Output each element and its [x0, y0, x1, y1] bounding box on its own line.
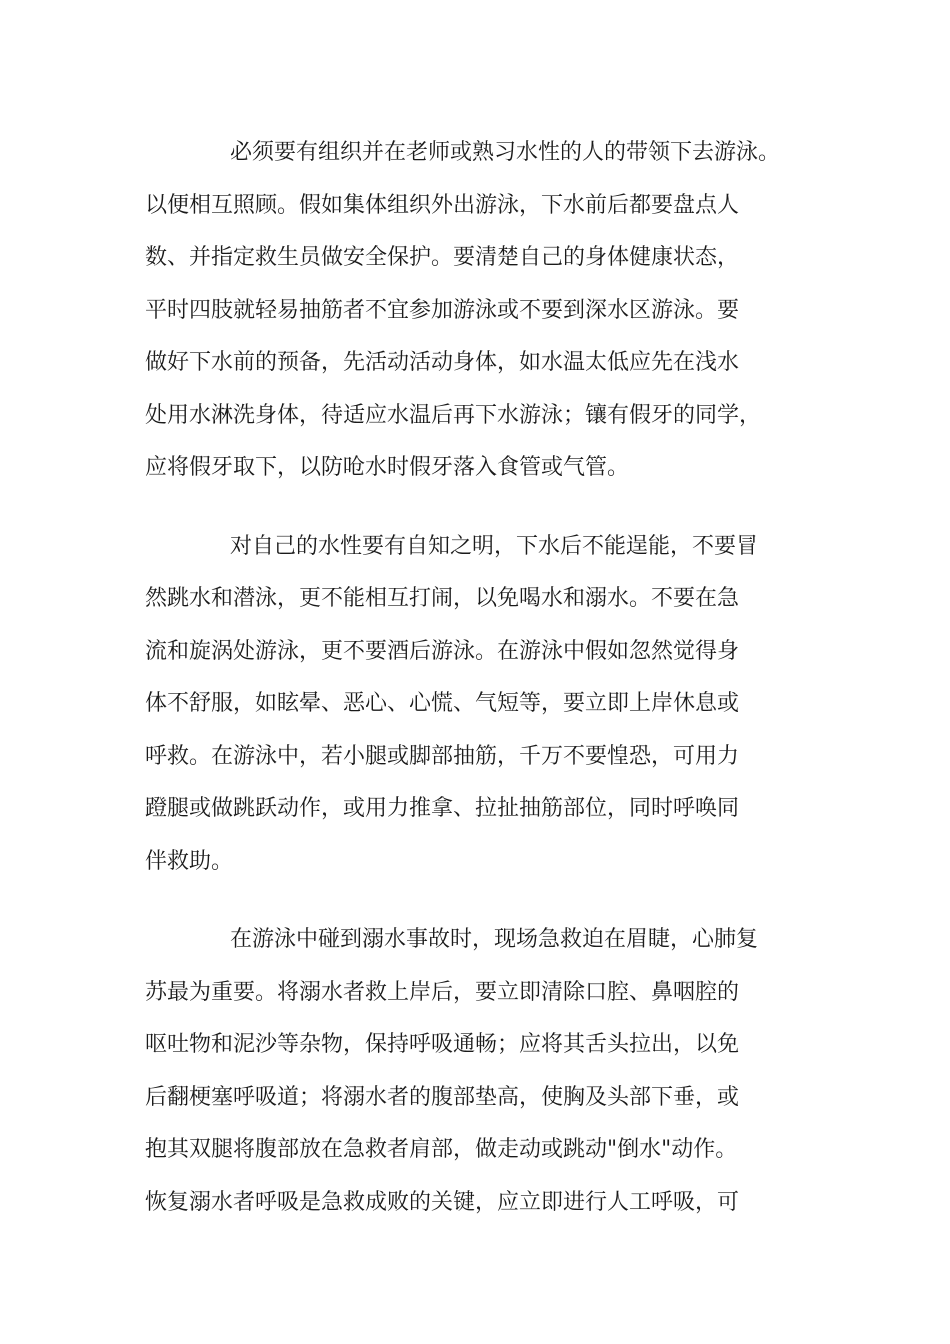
text-line: 平时四肢就轻易抽筋者不宜参加游泳或不要到深水区游泳。要 [145, 297, 740, 323]
text-line: 然跳水和潜泳，更不能相互打闹，以免喝水和溺水。不要在急 [145, 586, 740, 611]
text-line: 抱其双腿将腹部放在急救者肩部，做走动或跳动"倒水"动作。 [145, 1137, 738, 1162]
text-line: 苏最为重要。将溺水者救上岸后，要立即清除口腔、鼻咽腔的 [145, 979, 740, 1005]
text-line: 在游泳中碰到溺水事故时，现场急救迫在眉睫，心肺复 [230, 927, 759, 952]
text-line: 呕吐物和泥沙等杂物，保持呼吸通畅；应将其舌头拉出，以免 [145, 1032, 740, 1057]
text-line: 蹬腿或做跳跃动作，或用力推拿、拉扯抽筋部位，同时呼唤同 [145, 796, 740, 821]
paragraph-1 [145, 127, 810, 495]
text-line: 对自己的水性要有自知之明，下水后不能逞能，不要冒 [230, 533, 759, 559]
text-line: 处用水淋洗身体，待适应水温后再下水游泳；镶有假牙的同学， [145, 402, 762, 428]
paragraph-gap [145, 495, 810, 521]
text-line: 必须要有组织并在老师或熟习水性的人的带领下去游泳。 [230, 140, 781, 165]
text-line: 体不舒服，如眩晕、恶心、心慌、气短等，要立即上岸休息或 [145, 691, 740, 716]
document-body [145, 127, 810, 1229]
paragraph-2 [145, 521, 810, 889]
paragraph-gap [145, 888, 810, 914]
text-line: 呼救。在游泳中，若小腿或脚部抽筋，千万不要惶恐，可用力 [145, 743, 740, 769]
text-line: 恢复溺水者呼吸是急救成败的关键，应立即进行人工呼吸，可 [145, 1189, 740, 1215]
text-line: 流和旋涡处游泳，更不要酒后游泳。在游泳中假如忽然觉得身 [145, 638, 740, 664]
text-line: 做好下水前的预备，先活动活动身体，如水温太低应先在浅水 [145, 350, 740, 375]
text-line: 应将假牙取下，以防呛水时假牙落入食管或气管。 [145, 455, 630, 480]
text-line: 后翻梗塞呼吸道；将溺水者的腹部垫高，使胸及头部下垂，或 [145, 1084, 740, 1110]
text-line: 数、并指定救生员做安全保护。要清楚自己的身体健康状态， [145, 245, 740, 270]
paragraph-3 [145, 914, 810, 1229]
text-line: 以便相互照顾。假如集体组织外出游泳，下水前后都要盘点人 [145, 192, 740, 218]
text-line: 伴救助。 [145, 848, 234, 874]
